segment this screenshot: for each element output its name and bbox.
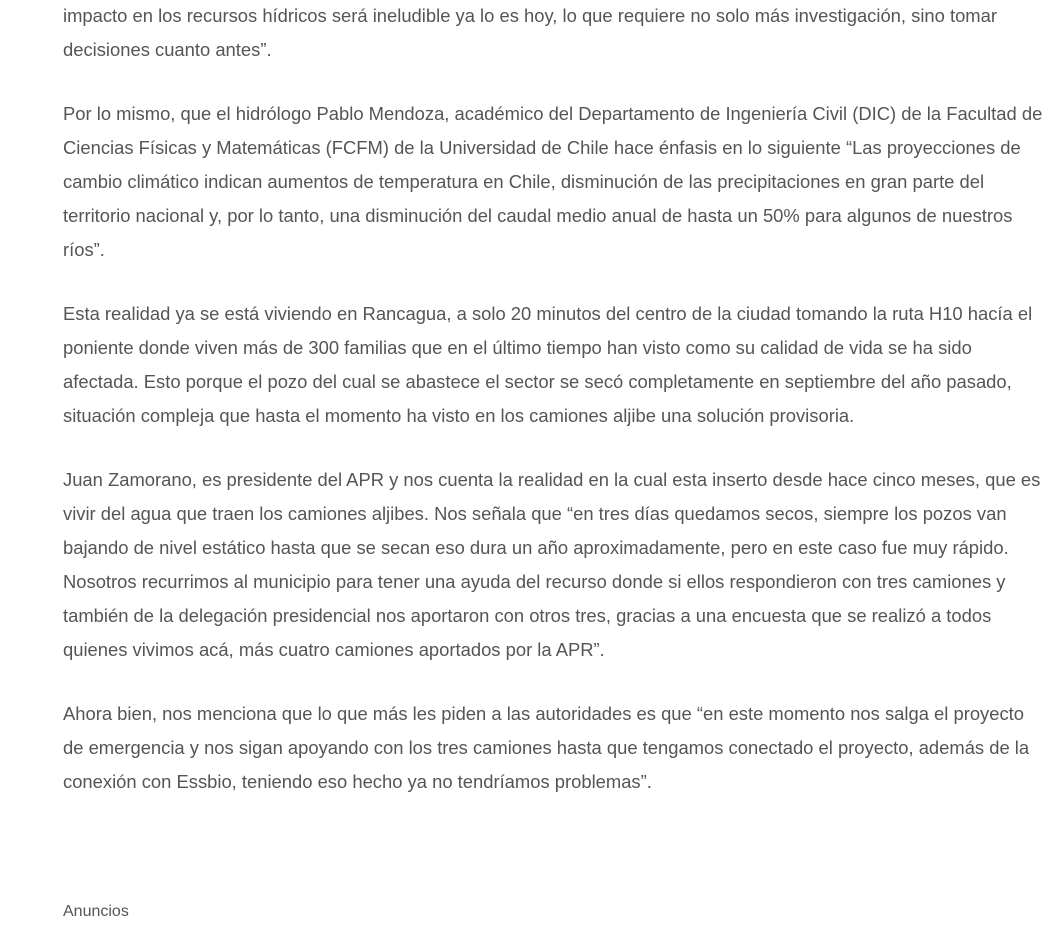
article-paragraph: Esta realidad ya se está viviendo en Rancagua, a solo 20 minutos del centro de la ciudad tomando la ruta H10 hacía el poniente donde viven más de 300 familias que en el último tiempo han visto como su calidad de vida se ha sido afectada. Esto porque el pozo del cual se abastece el sector se secó completamente en septiembre del año pasado, situación compleja que hasta el momento ha visto en los camiones aljibe una solución provisoria. <box>63 303 1033 426</box>
article-paragraph: Por lo mismo, que el hidrólogo Pablo Mendoza, académico del Departamento de Ingeniería Civil (DIC) de la Facultad de Ciencias Físicas y Matemáticas (FCFM) de la Universidad de Chile hace énfasis en lo siguiente “Las proyecciones de cambio climático indican aumentos de temperatura en Chile, disminución de las precipitaciones en gran parte del territorio nacional y, por lo tanto, una disminución del caudal medio anual de hasta un 50% para algunos de nuestros ríos”. <box>63 103 1043 260</box>
article-paragraph: Ahora bien, nos menciona que lo que más les piden a las autoridades es que “en este momento nos salga el proyecto de emergencia y nos sigan apoyando con los tres camiones hasta que tengamos conectado el proyecto, además de la conexión con Essbio, teniendo eso hecho ya no tendríamos problemas”. <box>63 703 1030 792</box>
article-body <box>63 0 1048 829</box>
article-paragraph: Juan Zamorano, es presidente del APR y nos cuenta la realidad en la cual esta inserto desde hace cinco meses, que es vivir del agua que traen los camiones aljibes. Nos señala que “en tres días quedamos secos, siempre los pozos van bajando de nivel estático hasta que se secan eso dura un año aproximadamente, pero en este caso fue muy rápido. Nosotros recurrimos al municipio para tener una ayuda del recurso donde si ellos respondieron con tres camiones y también de la delegación presidencial nos aportaron con otros tres, gracias a una encuesta que se realizó a todos quienes vivimos acá, más cuatro camiones aportados por la APR”. <box>63 469 1041 660</box>
article-paragraph: impacto en los recursos hídricos será ineludible ya lo es hoy, lo que requiere no solo más investigación, sino tomar decisiones cuanto antes”. <box>63 5 997 60</box>
ads-label: Anuncios <box>63 903 129 920</box>
